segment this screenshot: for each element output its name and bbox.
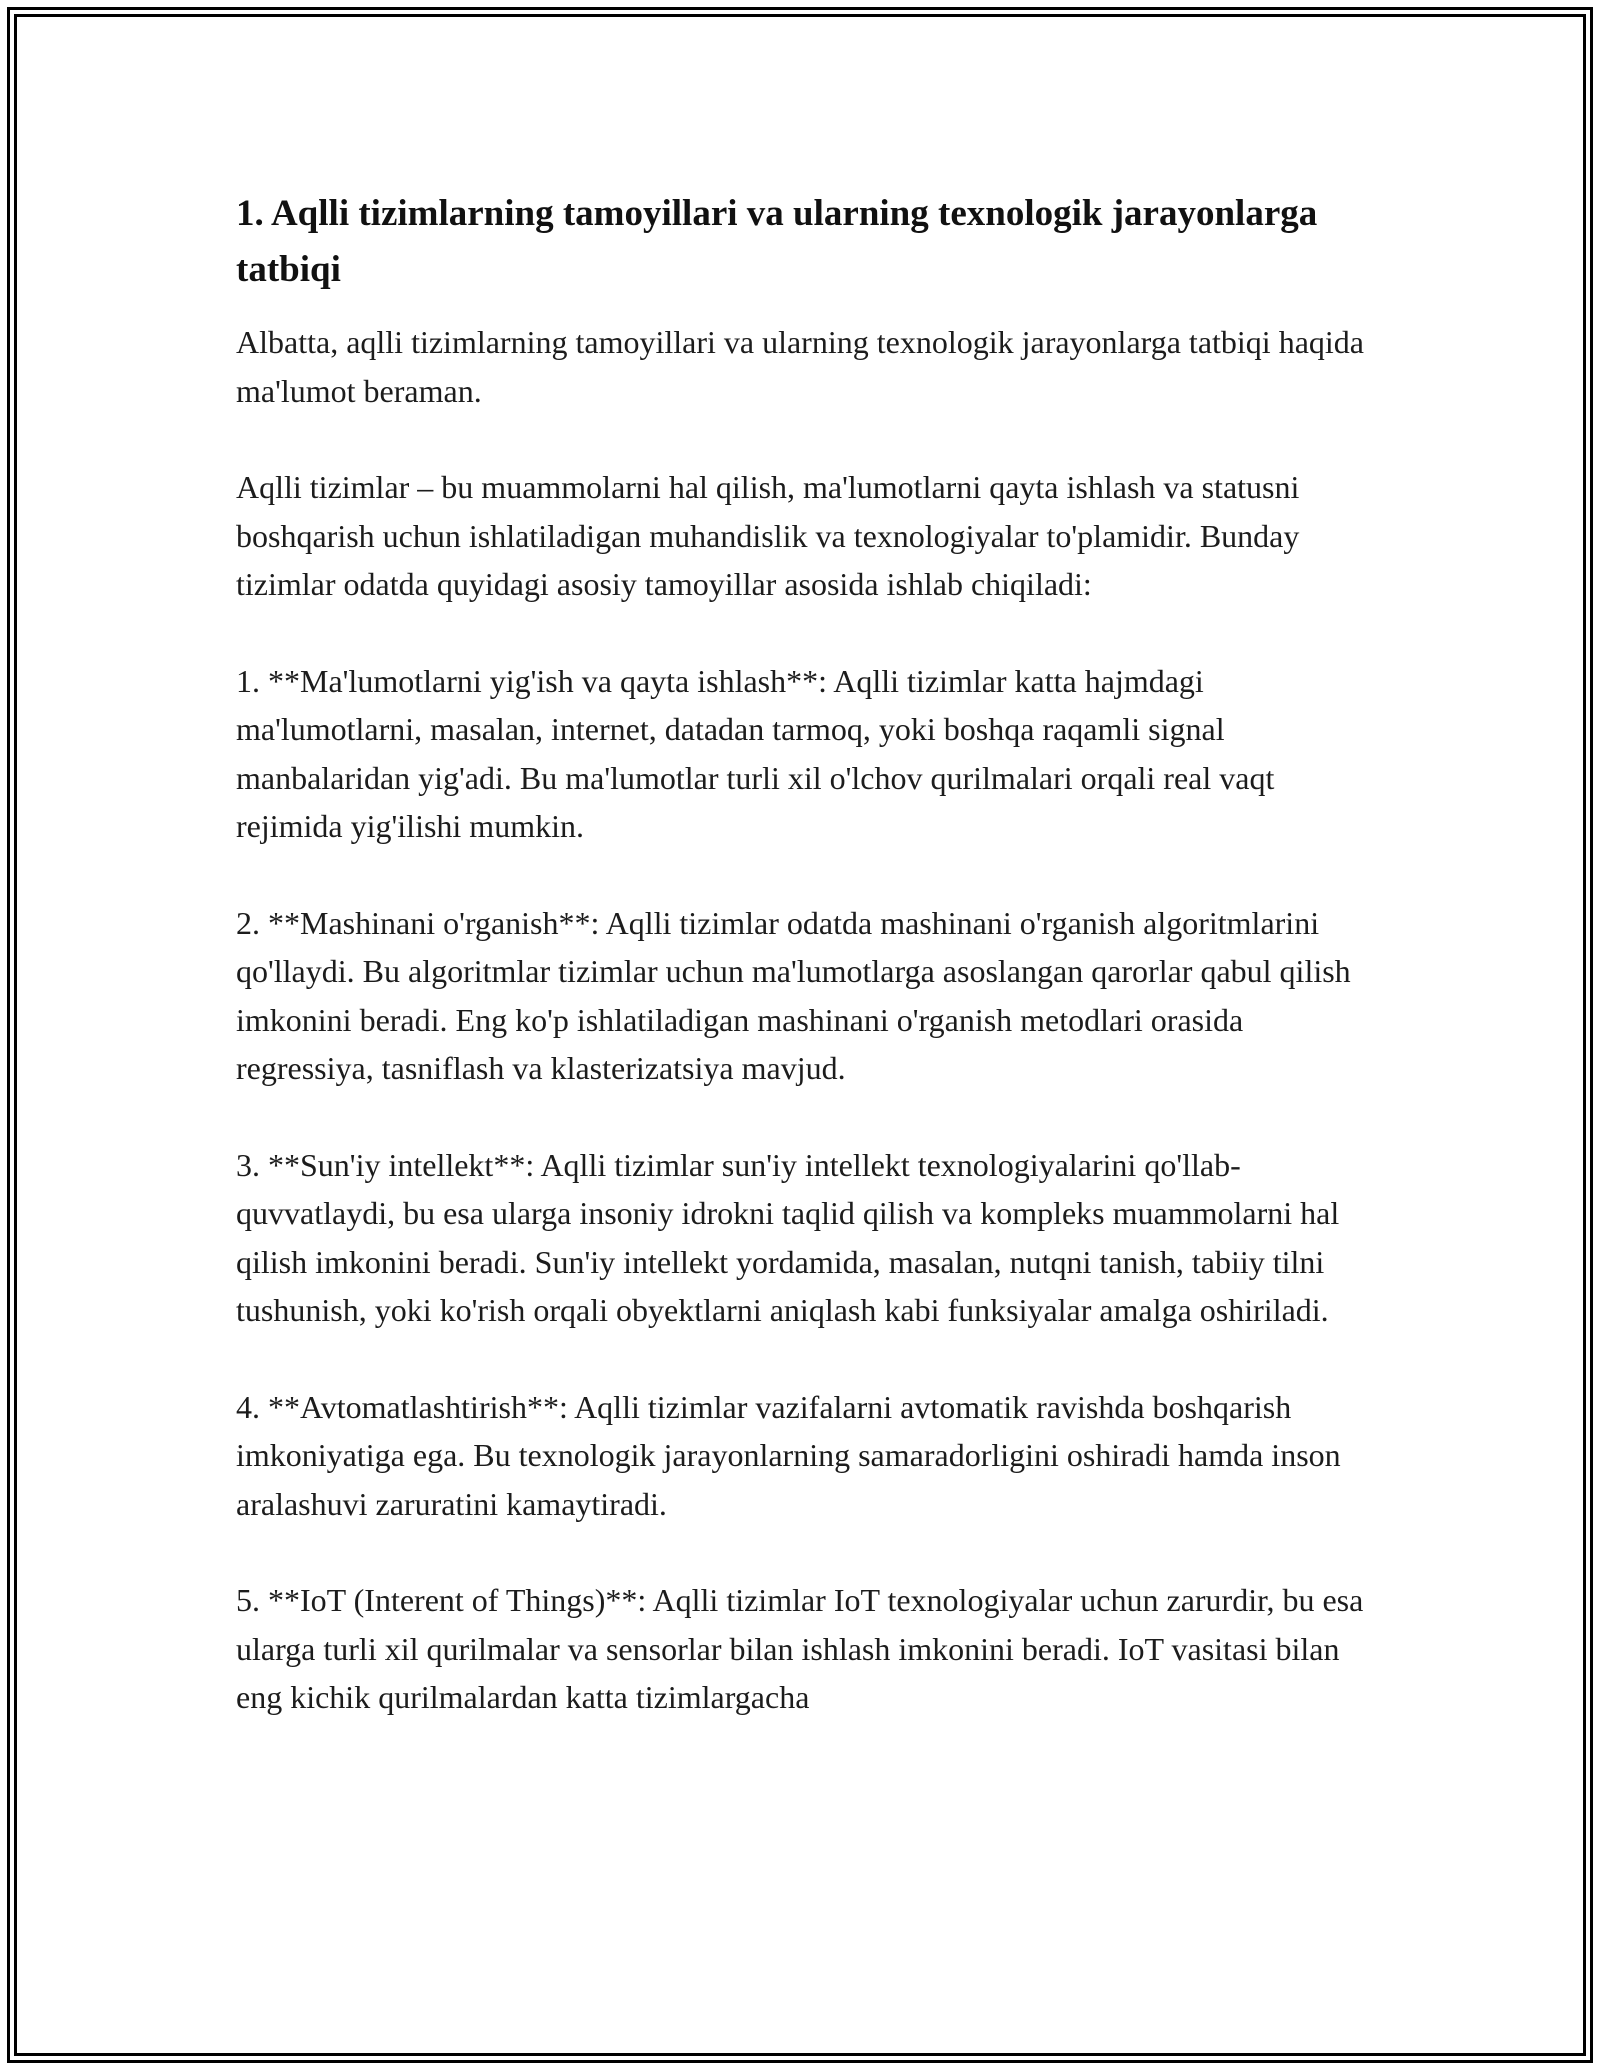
paragraph-principle-4: 4. **Avtomatlashtirish**: Aqlli tizimlar vazifalarni avtomatik ravishda boshqarish imkoniyatiga ega. Bu texnologik jarayonlarning samaradorligini oshiradi hamda inson aralashuvi zaruratini kamaytiradi. — [236, 1388, 1341, 1522]
paragraph-principle-2: 2. **Mashinani o'rganish**: Aqlli tizimlar odatda mashinani o'rganish algoritmlarini qo'llaydi. Bu algoritmlar tizimlar uchun ma'lumotlarga asoslangan qarorlar qabul qilish imkonini beradi. Eng ko'p ishlatiladigan mashinani o'rganish metodlari orasida regressiya, tasniflash va klasterizatsiya mavjud. — [236, 904, 1351, 1086]
paragraph-definition: Aqlli tizimlar – bu muammolarni hal qilish, ma'lumotlarni qayta ishlash va statusni boshqarish uchun ishlatiladigan muhandislik va texnologiyalar to'plamidir. Bunday tizimlar odatda quyidagi asosiy tamoyillar asosida ishlab chiqiladi: — [236, 469, 1300, 602]
paragraph-principle-5: 5. **IoT (Interent of Things)**: Aqlli tizimlar IoT texnologiyalar uchun zarurdir, bu esa ularga turli xil qurilmalar va sensorlar bilan ishlash imkonini beradi. IoT vasitasi bilan eng kichik qurilmalardan katta tizimlargacha — [236, 1582, 1364, 1715]
paragraph-principle-3: 3. **Sun'iy intellekt**: Aqlli tizimlar sun'iy intellekt texnologiyalarini qo'llab-quvvatlaydi, bu esa ularga insoniy idrokni taqlid qilish va kompleks muammolarni hal qilish imkonini beradi. Sun'iy intellekt yordamida, masalan, nutqni tanish, tabiiy tilni tushunish, yoki ko'rish orqali obyektlarni aniqlash kabi funksiyalar amalga oshiriladi. — [236, 1146, 1340, 1328]
paragraph-intro: Albatta, aqlli tizimlarning tamoyillari va ularning texnologik jarayonlarga tatbiqi haqida ma'lumot beraman. — [236, 324, 1364, 409]
document-body — [236, 186, 1376, 1770]
paragraph-principle-1: 1. **Ma'lumotlarni yig'ish va qayta ishlash**: Aqlli tizimlar katta hajmdagi ma'lumotlarni, masalan, internet, datadan tarmoq, yoki boshqa raqamli signal manbalaridan yig'adi. Bu ma'lumotlar turli xil o'lchov qurilmalari orqali real vaqt rejimida yig'ilishi mumkin. — [236, 662, 1275, 844]
document-title: 1. Aqlli tizimlarning tamoyillari va ularning texnologik jarayonlarga tatbiqi — [236, 193, 1318, 290]
